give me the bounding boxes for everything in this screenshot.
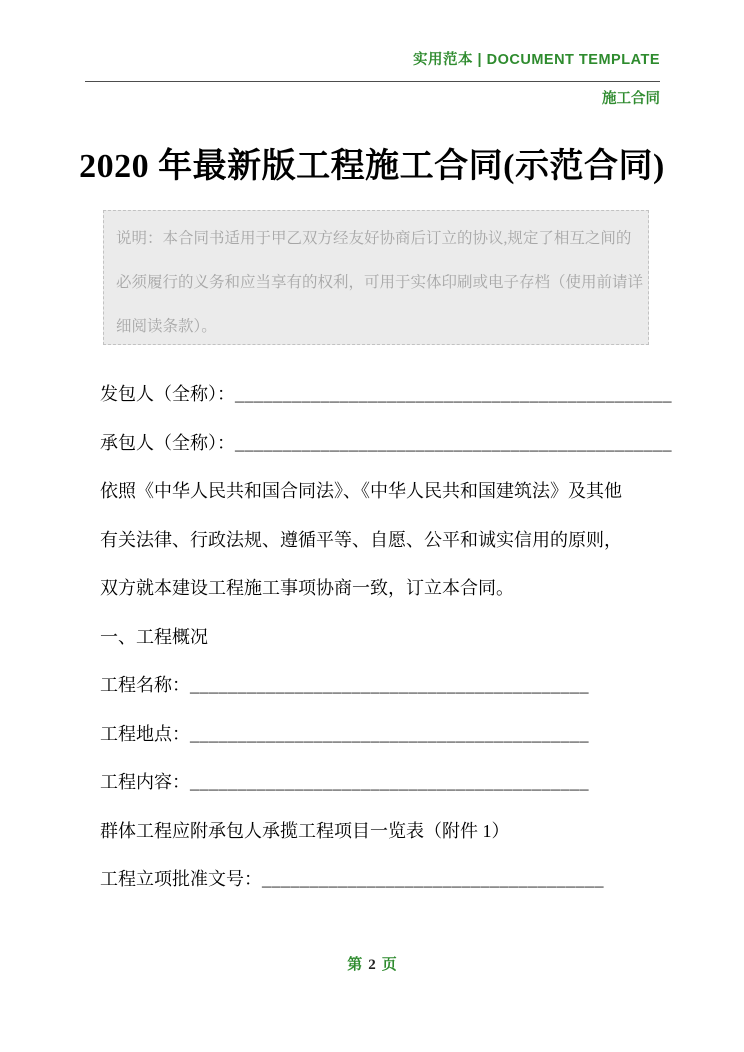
notice-box — [103, 210, 649, 345]
note-group-project: 群体工程应附承包人承揽工程项目一览表（附件 1） — [100, 820, 510, 841]
notice-line: 细阅读条款）。 — [116, 318, 217, 335]
page-title: 2020 年最新版工程施工合同(示范合同) — [79, 148, 665, 185]
field-project-name — [100, 661, 654, 710]
field-approval-number-blank: ____________________________________ — [262, 869, 604, 889]
section-heading-project-overview: 一、工程概况 — [100, 626, 208, 647]
field-contractor — [100, 419, 672, 468]
header-divider — [85, 81, 660, 82]
footer-page-prefix: 第 — [347, 957, 363, 973]
field-project-name-blank: __________________________________________ — [190, 675, 589, 695]
header-brand: 实用范本 | DOCUMENT TEMPLATE — [413, 52, 660, 68]
page-footer — [0, 953, 744, 974]
doc-type-label: 施工合同 — [602, 91, 660, 107]
field-contractor-blank: ______________________________________________ — [235, 432, 672, 453]
footer-page-suffix: 页 — [381, 957, 397, 973]
field-contractor-label: 承包人（全称）： — [100, 432, 235, 453]
field-project-content — [100, 758, 654, 807]
contract-body — [100, 370, 672, 904]
field-employer — [100, 370, 672, 419]
field-project-content-label: 工程内容： — [100, 772, 190, 792]
field-project-name-label: 工程名称： — [100, 675, 190, 695]
field-approval-number-label: 工程立项批准文号： — [100, 869, 262, 889]
legal-paragraph-line: 依照《中华人民共和国合同法》、《中华人民共和国建筑法》及其他 — [100, 481, 622, 501]
notice-line: 必须履行的义务和应当享有的权利，可用于实体印刷或电子存档（使用前请详 — [116, 274, 644, 291]
notice-line: 说明：本合同书适用于甲乙双方经友好协商后订立的协议,规定了相互之间的 — [116, 230, 632, 247]
footer-page-number: 2 — [368, 957, 376, 973]
field-employer-label: 发包人（全称）： — [100, 384, 235, 404]
field-employer-blank: ______________________________________________ — [235, 384, 672, 404]
field-project-location-label: 工程地点： — [100, 723, 190, 744]
page-header — [85, 50, 660, 109]
field-approval-number — [100, 855, 654, 904]
legal-paragraph-line: 有关法律、行政法规、遵循平等、自愿、公平和诚实信用的原则， — [100, 529, 622, 550]
field-project-content-blank: __________________________________________ — [190, 772, 589, 792]
field-project-location-blank: __________________________________________ — [190, 723, 589, 744]
field-project-location — [100, 710, 654, 759]
legal-paragraph-line: 双方就本建设工程施工事项协商一致，订立本合同。 — [100, 578, 514, 598]
